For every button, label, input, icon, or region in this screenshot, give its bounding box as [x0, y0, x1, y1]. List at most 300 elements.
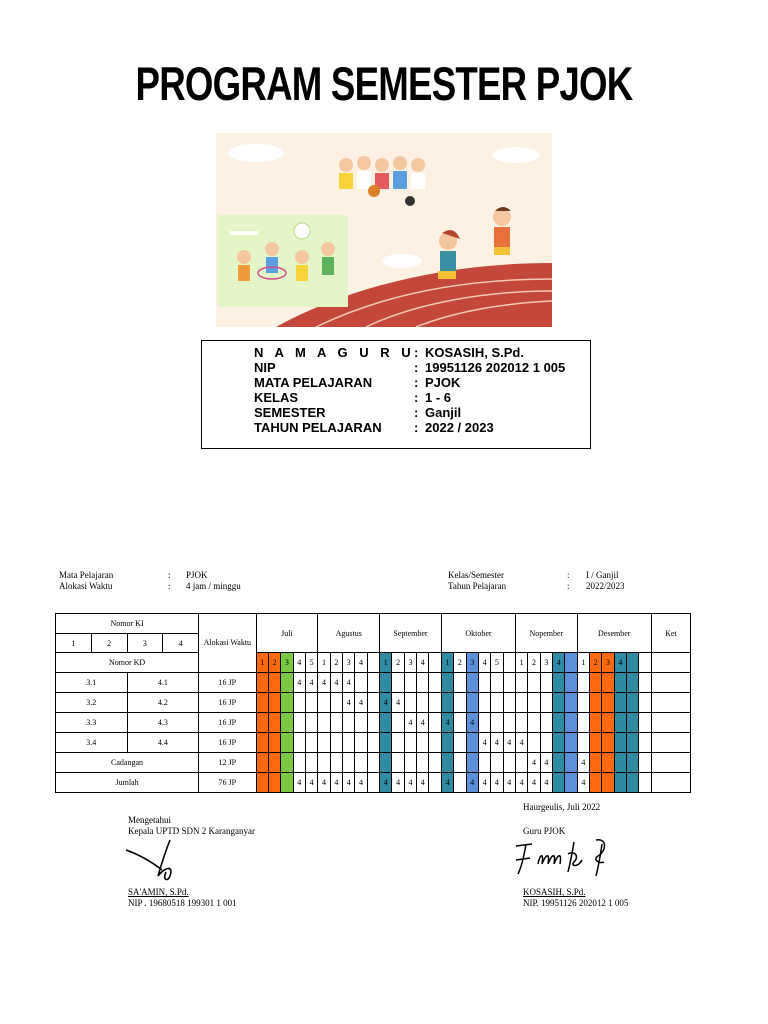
week-cell	[392, 733, 404, 753]
week-cell	[503, 673, 515, 693]
teacher-info-box	[201, 340, 591, 449]
week-cell	[256, 733, 268, 753]
week-cell: 4	[392, 773, 404, 793]
meta-tahun-label: Tahun Pelajaran	[448, 581, 507, 591]
week-cell	[293, 713, 305, 733]
week-cell	[565, 713, 577, 733]
header-week: 1	[318, 653, 330, 673]
week-cell	[454, 733, 466, 753]
week-cell	[305, 693, 317, 713]
semester-program-table	[55, 613, 691, 793]
week-cell	[639, 733, 651, 753]
header-nomor-kd: Nomor KD	[56, 653, 199, 673]
week-cell	[602, 733, 614, 753]
week-cell	[367, 733, 379, 753]
week-cell: 4	[577, 773, 589, 793]
table-row	[56, 673, 691, 693]
week-cell: 4	[330, 773, 342, 793]
week-cell: 4	[491, 773, 503, 793]
week-cell	[491, 673, 503, 693]
week-cell	[392, 753, 404, 773]
week-cell: 4	[417, 713, 429, 733]
info-value: 2022 / 2023	[425, 420, 494, 435]
week-cell	[429, 733, 441, 753]
header-week	[627, 653, 639, 673]
week-cell	[639, 713, 651, 733]
week-cell	[355, 673, 367, 693]
week-cell	[590, 773, 602, 793]
week-cell	[602, 673, 614, 693]
header-week: 2	[268, 653, 280, 673]
week-cell: 4	[503, 733, 515, 753]
header-ki-number: 2	[91, 634, 127, 653]
week-cell	[281, 713, 293, 733]
week-cell: 4	[441, 713, 453, 733]
week-cell: 4	[318, 773, 330, 793]
header-week: 2	[392, 653, 404, 673]
week-cell	[491, 693, 503, 713]
week-cell	[305, 713, 317, 733]
page-title: PROGRAM SEMESTER PJOK	[135, 57, 633, 110]
week-cell	[281, 673, 293, 693]
week-cell	[268, 773, 280, 793]
week-cell	[577, 713, 589, 733]
alokasi-cell: 16 JP	[199, 673, 256, 693]
meta-alokasi-label: Alokasi Waktu	[59, 581, 113, 591]
week-cell	[355, 713, 367, 733]
week-cell	[528, 713, 540, 733]
header-month: Juli	[256, 614, 318, 653]
week-cell	[627, 673, 639, 693]
header-week	[639, 653, 651, 673]
week-cell	[478, 753, 490, 773]
header-week: 1	[515, 653, 527, 673]
header-week: 2	[454, 653, 466, 673]
week-cell	[639, 693, 651, 713]
week-cell	[281, 773, 293, 793]
header-ket: Ket	[651, 614, 690, 653]
header-week: 1	[577, 653, 589, 673]
week-cell	[355, 753, 367, 773]
week-cell	[343, 713, 355, 733]
meta-kelas-value: I / Ganjil	[586, 570, 619, 580]
header-ki-number: 3	[127, 634, 163, 653]
header-week: 4	[417, 653, 429, 673]
header-week	[503, 653, 515, 673]
week-cell	[627, 753, 639, 773]
week-cell	[305, 753, 317, 773]
info-colon: :	[414, 405, 419, 420]
info-value: 19951126 202012 1 005	[425, 360, 566, 375]
week-cell: 4	[503, 773, 515, 793]
week-cell	[429, 773, 441, 793]
week-cell: 4	[380, 693, 392, 713]
week-cell	[330, 753, 342, 773]
week-cell: 4	[540, 773, 552, 793]
header-month: Oktober	[441, 614, 515, 653]
week-cell	[614, 693, 626, 713]
week-cell	[602, 693, 614, 713]
kd3-cell: 3.4	[56, 733, 128, 753]
header-week: 5	[305, 653, 317, 673]
week-cell	[441, 693, 453, 713]
week-cell	[380, 713, 392, 733]
week-cell	[392, 673, 404, 693]
week-cell	[528, 693, 540, 713]
week-cell	[318, 733, 330, 753]
week-cell	[417, 693, 429, 713]
week-cell: 4	[466, 773, 478, 793]
left-signer-position: Kepala UPTD SDN 2 Karanganyar	[128, 826, 255, 836]
week-cell	[318, 753, 330, 773]
ket-cell	[651, 653, 690, 673]
info-value: KOSASIH, S.Pd.	[425, 345, 524, 360]
info-value: 1 - 6	[425, 390, 452, 405]
week-cell	[614, 773, 626, 793]
ket-cell	[651, 713, 690, 733]
row-label: Cadangan	[56, 753, 199, 773]
table-row	[56, 733, 691, 753]
info-colon: :	[414, 375, 419, 390]
week-cell	[515, 713, 527, 733]
week-cell: 4	[404, 713, 416, 733]
header-week	[367, 653, 379, 673]
week-cell	[577, 673, 589, 693]
week-cell	[367, 673, 379, 693]
week-cell	[602, 753, 614, 773]
table-row	[56, 773, 691, 793]
header-month: September	[380, 614, 442, 653]
week-cell: 4	[293, 773, 305, 793]
week-cell	[380, 673, 392, 693]
week-cell	[281, 733, 293, 753]
week-cell	[281, 693, 293, 713]
week-cell	[429, 693, 441, 713]
header-week: 4	[355, 653, 367, 673]
kd4-cell: 4.4	[127, 733, 199, 753]
week-cell	[429, 713, 441, 733]
header-week: 1	[441, 653, 453, 673]
info-value: PJOK	[425, 375, 461, 390]
week-cell	[454, 753, 466, 773]
week-cell	[343, 733, 355, 753]
left-signer-name: SA'AMIN, S.Pd.	[128, 887, 189, 897]
week-cell	[478, 673, 490, 693]
week-cell	[268, 673, 280, 693]
header-alokasi-waktu: Alokasi Waktu	[199, 614, 256, 673]
kd4-cell: 4.3	[127, 713, 199, 733]
left-signature-icon	[122, 836, 188, 886]
week-cell	[565, 773, 577, 793]
header-week: 5	[491, 653, 503, 673]
header-month: Agustus	[318, 614, 380, 653]
week-cell	[515, 693, 527, 713]
week-cell	[417, 673, 429, 693]
right-signer-name: KOSASIH, S.Pd.	[523, 887, 586, 897]
sports-illustration	[216, 133, 552, 327]
week-cell	[367, 693, 379, 713]
week-cell	[367, 773, 379, 793]
week-cell	[293, 693, 305, 713]
week-cell	[590, 733, 602, 753]
week-cell	[614, 713, 626, 733]
week-cell	[553, 693, 565, 713]
alokasi-cell: 12 JP	[199, 753, 256, 773]
week-cell: 4	[305, 673, 317, 693]
week-cell	[627, 773, 639, 793]
week-cell: 4	[380, 773, 392, 793]
week-cell	[528, 733, 540, 753]
week-cell	[602, 773, 614, 793]
info-colon: :	[414, 390, 419, 405]
header-week: 3	[466, 653, 478, 673]
week-cell: 4	[305, 773, 317, 793]
week-cell	[466, 733, 478, 753]
week-cell	[627, 733, 639, 753]
alokasi-cell: 16 JP	[199, 713, 256, 733]
week-cell	[330, 693, 342, 713]
header-week: 2	[330, 653, 342, 673]
meta-kelas-label: Kelas/Semester	[448, 570, 504, 580]
week-cell: 4	[355, 693, 367, 713]
week-cell	[614, 673, 626, 693]
table-row	[56, 693, 691, 713]
week-cell	[639, 753, 651, 773]
header-month: Desember	[577, 614, 651, 653]
week-cell	[330, 713, 342, 733]
week-cell	[491, 713, 503, 733]
week-cell	[268, 693, 280, 713]
week-cell	[318, 693, 330, 713]
week-cell	[454, 713, 466, 733]
week-cell	[454, 773, 466, 793]
week-cell	[577, 733, 589, 753]
week-cell: 4	[330, 673, 342, 693]
week-cell	[466, 753, 478, 773]
week-cell	[256, 693, 268, 713]
week-cell	[565, 673, 577, 693]
week-cell	[528, 673, 540, 693]
week-cell	[478, 693, 490, 713]
week-cell	[367, 753, 379, 773]
week-cell: 4	[491, 733, 503, 753]
left-signer-nip: NIP . 19680518 199301 1 001	[128, 898, 237, 908]
week-cell	[565, 753, 577, 773]
week-cell	[305, 733, 317, 753]
place-date: Haurgeulis, Juli 2022	[523, 802, 601, 812]
week-cell	[515, 753, 527, 773]
week-cell	[540, 693, 552, 713]
week-cell	[367, 713, 379, 733]
info-label: KELAS	[254, 390, 299, 405]
week-cell: 4	[392, 693, 404, 713]
week-cell	[404, 673, 416, 693]
week-cell	[429, 673, 441, 693]
week-cell: 4	[515, 773, 527, 793]
week-cell	[441, 673, 453, 693]
week-cell	[577, 693, 589, 713]
week-cell	[429, 753, 441, 773]
week-cell	[256, 753, 268, 773]
week-cell	[491, 753, 503, 773]
right-signature-icon	[512, 834, 616, 880]
week-cell	[503, 693, 515, 713]
kd3-cell: 3.2	[56, 693, 128, 713]
week-cell	[553, 773, 565, 793]
header-week: 4	[553, 653, 565, 673]
header-ki-number: 4	[163, 634, 199, 653]
week-cell	[417, 753, 429, 773]
week-cell	[602, 713, 614, 733]
week-cell	[293, 733, 305, 753]
info-label: MATA PELAJARAN	[254, 375, 373, 390]
info-label: N A M A G U R U	[254, 345, 415, 360]
week-cell	[281, 753, 293, 773]
header-ki-number: 1	[56, 634, 92, 653]
header-week: 1	[256, 653, 268, 673]
ket-cell	[651, 673, 690, 693]
header-week: 4	[293, 653, 305, 673]
week-cell: 4	[417, 773, 429, 793]
header-week: 3	[540, 653, 552, 673]
week-cell	[565, 733, 577, 753]
week-cell	[553, 753, 565, 773]
week-cell	[256, 713, 268, 733]
week-cell	[454, 673, 466, 693]
week-cell	[639, 673, 651, 693]
kd3-cell: 3.1	[56, 673, 128, 693]
week-cell: 4	[577, 753, 589, 773]
alokasi-cell: 16 JP	[199, 693, 256, 713]
left-signer-title: Mengetahui	[128, 815, 171, 825]
week-cell: 4	[528, 753, 540, 773]
info-colon: :	[414, 420, 419, 435]
week-cell: 4	[404, 773, 416, 793]
week-cell	[478, 713, 490, 733]
header-week: 2	[528, 653, 540, 673]
row-label: Jumlah	[56, 773, 199, 793]
week-cell	[466, 673, 478, 693]
info-label: NIP	[254, 360, 276, 375]
week-cell	[503, 753, 515, 773]
week-cell	[540, 733, 552, 753]
info-value: Ganjil	[425, 405, 462, 420]
meta-colon: :	[168, 581, 171, 591]
week-cell	[553, 733, 565, 753]
meta-mapel-label: Mata Pelajaran	[59, 570, 114, 580]
week-cell	[441, 753, 453, 773]
meta-mapel-value: PJOK	[186, 570, 208, 580]
kd4-cell: 4.2	[127, 693, 199, 713]
header-week: 3	[404, 653, 416, 673]
table-row	[56, 753, 691, 773]
header-week: 1	[380, 653, 392, 673]
week-cell: 4	[515, 733, 527, 753]
week-cell	[441, 733, 453, 753]
right-signer-nip: NIP. 19951126 202012 1 005	[523, 898, 629, 908]
alokasi-cell: 16 JP	[199, 733, 256, 753]
week-cell: 4	[478, 773, 490, 793]
info-label: TAHUN PELAJARAN	[254, 420, 382, 435]
week-cell: 4	[318, 673, 330, 693]
header-week	[565, 653, 577, 673]
week-cell	[590, 753, 602, 773]
week-cell	[515, 673, 527, 693]
kd4-cell: 4.1	[127, 673, 199, 693]
week-cell: 4	[441, 773, 453, 793]
info-colon: :	[414, 360, 419, 375]
week-cell	[614, 753, 626, 773]
ket-cell	[651, 733, 690, 753]
week-cell	[565, 693, 577, 713]
week-cell	[503, 713, 515, 733]
header-nomor-ki: Nomor KI	[56, 614, 199, 634]
week-cell: 4	[478, 733, 490, 753]
header-week: 3	[281, 653, 293, 673]
info-colon: :	[414, 345, 419, 360]
week-cell	[553, 673, 565, 693]
week-cell	[404, 753, 416, 773]
week-cell	[639, 773, 651, 793]
week-cell	[268, 753, 280, 773]
week-cell	[417, 733, 429, 753]
week-cell	[614, 733, 626, 753]
week-cell	[392, 713, 404, 733]
week-cell: 4	[343, 673, 355, 693]
week-cell	[355, 733, 367, 753]
week-cell	[268, 733, 280, 753]
ket-cell	[651, 693, 690, 713]
header-week: 3	[343, 653, 355, 673]
week-cell: 4	[466, 713, 478, 733]
week-cell	[256, 673, 268, 693]
meta-colon: :	[567, 570, 570, 580]
week-cell	[380, 753, 392, 773]
week-cell	[627, 693, 639, 713]
week-cell	[330, 733, 342, 753]
right-signer-title: Guru PJOK	[523, 826, 566, 836]
week-cell	[590, 673, 602, 693]
week-cell	[404, 693, 416, 713]
week-cell	[318, 713, 330, 733]
header-month: Nopember	[515, 614, 577, 653]
kd3-cell: 3.3	[56, 713, 128, 733]
ket-cell	[651, 753, 690, 773]
header-week: 3	[602, 653, 614, 673]
table-row	[56, 713, 691, 733]
week-cell	[268, 713, 280, 733]
week-cell: 4	[528, 773, 540, 793]
week-cell: 4	[343, 773, 355, 793]
meta-colon: :	[168, 570, 171, 580]
week-cell	[540, 673, 552, 693]
meta-colon: :	[567, 581, 570, 591]
week-cell: 4	[540, 753, 552, 773]
header-week: 4	[614, 653, 626, 673]
week-cell	[343, 753, 355, 773]
week-cell: 4	[293, 673, 305, 693]
week-cell	[590, 693, 602, 713]
meta-tahun-value: 2022/2023	[586, 581, 625, 591]
header-week	[429, 653, 441, 673]
header-week: 4	[478, 653, 490, 673]
week-cell	[454, 693, 466, 713]
week-cell	[590, 713, 602, 733]
week-cell	[404, 733, 416, 753]
meta-alokasi-value: 4 jam / minggu	[186, 581, 241, 591]
info-label: SEMESTER	[254, 405, 326, 420]
week-cell	[466, 693, 478, 713]
